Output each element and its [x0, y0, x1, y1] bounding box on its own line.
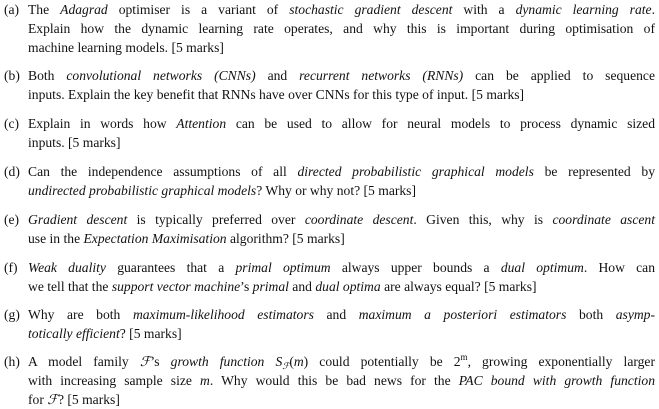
italic-term: dual optima	[315, 279, 381, 294]
question-label: (c)	[4, 116, 20, 131]
text-segment: inputs. [5 marks]	[28, 135, 121, 150]
text-segment: machine learning models. [5 marks]	[28, 40, 224, 55]
text-segment: Explain how the dynamic learning rate operates, and why this is important during optimisation of	[28, 21, 655, 36]
question-line	[28, 390, 655, 409]
italic-term: Expectation Maximisation	[83, 231, 227, 246]
text-segment: guarantees that a	[105, 260, 236, 275]
text-segment: Both	[28, 68, 67, 83]
question-line	[28, 114, 655, 133]
text-segment: ’s	[150, 354, 171, 369]
question-label: (e)	[4, 212, 20, 227]
question-line	[28, 371, 655, 390]
question-label: (b)	[4, 68, 20, 83]
question-line	[28, 324, 655, 343]
text-segment: optimiser is a variant of	[107, 2, 290, 17]
text-segment: Why are both	[28, 307, 133, 322]
text-segment: can be applied to sequence	[463, 68, 655, 83]
question-text	[28, 305, 655, 343]
text-segment: be represented by	[533, 164, 655, 179]
italic-term: Gradient descent	[28, 212, 128, 227]
question-line	[28, 229, 655, 248]
text-segment: inputs. Explain the key benefit that RNNs have over CNNs for this type of input. [5 marks]	[28, 87, 525, 102]
question-line	[28, 258, 655, 277]
italic-term: Adagrad	[60, 2, 108, 17]
italic-term: m	[293, 354, 304, 369]
text-segment: with increasing sample size	[28, 373, 201, 388]
question-line	[28, 210, 655, 229]
text-segment: The	[28, 2, 61, 17]
italic-term: coordinate descent	[304, 212, 414, 227]
text-segment: (	[289, 354, 294, 369]
italic-term: growth function	[170, 354, 265, 369]
text-segment: ? [5 marks]	[119, 326, 182, 341]
question-line	[28, 162, 655, 181]
italic-term: undirected probabilistic graphical models	[28, 183, 257, 198]
text-segment: is typically preferred over	[127, 212, 305, 227]
text-segment: Explain in words how	[28, 116, 177, 131]
text-segment: ) could potentially be 2	[303, 354, 461, 369]
italic-term: stochastic gradient descent	[289, 2, 453, 17]
question-line	[28, 352, 655, 371]
question-label: (h)	[4, 354, 20, 369]
italic-term: recurrent networks (RNNs)	[299, 68, 464, 83]
question-line	[28, 305, 655, 324]
question-line	[28, 19, 655, 38]
question-text	[28, 258, 655, 296]
italic-term: ℱ	[47, 392, 58, 407]
subscript: ℱ	[282, 361, 290, 371]
text-segment	[264, 354, 275, 369]
italic-term: asymp-	[615, 307, 655, 322]
text-segment: . Given this, why is	[413, 212, 553, 227]
italic-term: totically efficient	[28, 326, 120, 341]
italic-term: PAC bound with growth function	[458, 373, 655, 388]
text-segment: and	[255, 68, 300, 83]
text-segment: . How can	[583, 260, 656, 275]
italic-term: ℱ	[139, 354, 151, 369]
italic-term: dynamic learning rate	[515, 2, 652, 17]
text-segment: both	[566, 307, 616, 322]
italic-term: primal optimum	[235, 260, 331, 275]
superscript: m	[460, 352, 468, 362]
text-segment: ? Why or why not? [5 marks]	[256, 183, 417, 198]
italic-term: maximum-likelihood estimators	[132, 307, 314, 322]
question-line	[28, 38, 655, 57]
question-text	[28, 352, 655, 409]
text-segment: for	[28, 392, 48, 407]
question-line	[28, 277, 655, 296]
text-segment: .	[651, 2, 655, 17]
italic-term: primal	[252, 279, 289, 294]
question-line	[28, 181, 655, 200]
question-line	[28, 0, 655, 19]
question-line	[28, 66, 655, 85]
question-label: (g)	[4, 307, 20, 322]
question-label: (f)	[4, 260, 18, 275]
text-segment: ? [5 marks]	[57, 392, 120, 407]
text-segment: are always equal? [5 marks]	[380, 279, 537, 294]
question-line	[28, 85, 655, 104]
text-segment: , growing exponentially larger	[467, 354, 655, 369]
text-segment: Can the independence assumptions of all	[28, 164, 298, 179]
text-segment: can be used to allow for neural models to process dynamic sized	[226, 116, 655, 131]
italic-term: S	[275, 354, 283, 369]
question-text	[28, 210, 655, 248]
question-text	[28, 162, 655, 200]
italic-term: coordinate ascent	[552, 212, 655, 227]
question-text	[28, 66, 655, 104]
question-text	[28, 0, 655, 57]
italic-term: support vector machine	[111, 279, 241, 294]
question-text	[28, 114, 655, 152]
text-segment: use in the	[28, 231, 84, 246]
question-line	[28, 133, 655, 152]
text-segment: A model family	[28, 354, 140, 369]
italic-term: convolutional networks (CNNs)	[66, 68, 256, 83]
text-segment: algorithm? [5 marks]	[226, 231, 345, 246]
italic-term: m	[200, 373, 210, 388]
text-segment: ’s	[240, 279, 253, 294]
text-segment: . Why would this be bad news for the	[209, 373, 459, 388]
text-segment: with a	[452, 2, 516, 17]
text-segment: always upper bounds a	[330, 260, 501, 275]
italic-term: Weak duality	[28, 260, 106, 275]
italic-term: Attention	[176, 116, 227, 131]
italic-term: dual optimum	[500, 260, 584, 275]
text-segment: and	[288, 279, 316, 294]
text-segment: we tell that the	[28, 279, 112, 294]
text-segment: and	[313, 307, 359, 322]
italic-term: directed probabilistic graphical models	[297, 164, 534, 179]
question-label: (a)	[4, 2, 20, 17]
italic-term: maximum a posteriori estimators	[358, 307, 567, 322]
question-label: (d)	[4, 164, 20, 179]
